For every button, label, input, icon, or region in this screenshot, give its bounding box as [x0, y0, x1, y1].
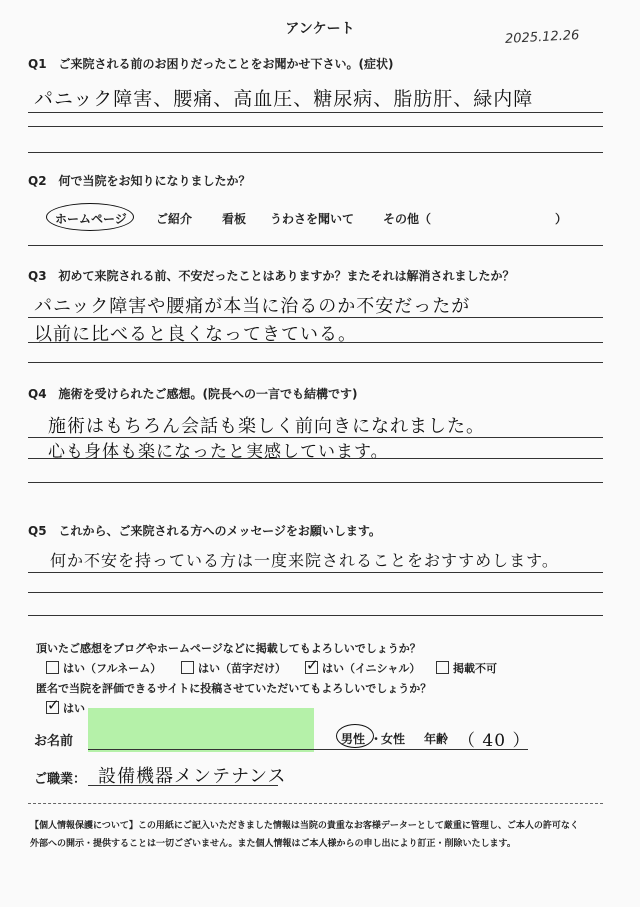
privacy-divider — [28, 803, 603, 804]
q1-answer-line-3 — [28, 152, 603, 153]
age-label: 年齢 — [424, 732, 449, 746]
name-label: お名前 — [34, 734, 74, 749]
gender-separator: ・ — [370, 732, 383, 746]
q5-answer: 何か不安を持っている方は一度来院されることをおすすめします。 — [50, 551, 559, 570]
q2-option-referral[interactable]: ご紹介 — [156, 212, 193, 226]
q2-option-homepage[interactable]: ホームページ — [55, 212, 127, 226]
consent-review-yes-label: はい — [63, 702, 85, 715]
consent-option-fullname-label: はい（フルネーム） — [63, 662, 162, 675]
handwritten-date: 2025.12.26 — [504, 28, 580, 47]
q3-answer-line-1: パニック障害や腰痛が本当に治るのか不安だったが — [34, 296, 471, 317]
consent-publish-label: 頂いたご感想をブログやホームページなどに掲載してもよろしいでしょうか？ — [36, 642, 421, 655]
privacy-notice-line-2: 外部への開示・提供することは一切ございません。また個人情報はご本人様からの申し出により訂正・削除いたします。 — [30, 839, 516, 849]
q2-option-other-close: ） — [555, 212, 568, 226]
age-value: （ 40 ） — [458, 731, 531, 751]
q4-answer-rule-2 — [28, 458, 603, 459]
q1-answer-line-2 — [28, 126, 603, 127]
q4-answer-rule-3 — [28, 482, 603, 483]
q4-label: Q4 施術を受けられたご感想。(院長への一言でも結構です) — [28, 387, 358, 401]
q1-label: Q1 ご来院される前のお困りだったことをお聞かせ下さい。(症状) — [28, 57, 394, 71]
q5-answer-rule-2 — [28, 592, 603, 593]
q2-option-other[interactable]: その他（ — [383, 212, 432, 226]
redacted-name — [88, 708, 314, 752]
consent-option-surname-label: はい（苗字だけ） — [198, 662, 286, 675]
q1-answer-line-1 — [28, 112, 603, 113]
consent-option-no-publish-label: 掲載不可 — [453, 662, 497, 675]
consent-review-yes[interactable] — [46, 700, 85, 716]
consent-option-surname[interactable] — [181, 660, 286, 676]
q2-option-signboard[interactable]: 看板 — [222, 212, 247, 226]
gender-female[interactable]: 女性 — [381, 732, 406, 746]
checkbox-no-publish[interactable] — [436, 661, 449, 674]
occupation-value: 設備機器メンテナンス — [98, 766, 287, 787]
q4-answer-line-1: 施術はもちろん会話も楽しく前向きになれました。 — [48, 416, 485, 437]
privacy-notice-line-1: 【個人情報保護について】この用紙にご記入いただきました情報は当院の貴重なお客様データーとして厳重に管理し、ご本人の許可なく — [30, 821, 579, 831]
q4-answer-line-2: 心も身体も楽になったと実感しています。 — [48, 442, 389, 462]
q5-answer-rule-1 — [28, 572, 603, 573]
checkbox-initials[interactable] — [305, 661, 318, 674]
q2-divider — [28, 245, 603, 246]
consent-option-initials-label: はい（イニシャル） — [322, 662, 421, 675]
q3-answer-rule-3 — [28, 362, 603, 363]
occupation-underline — [88, 785, 278, 786]
checkbox-review-yes[interactable] — [46, 701, 59, 714]
checkbox-surname[interactable] — [181, 661, 194, 674]
consent-option-initials[interactable] — [305, 660, 420, 676]
q3-answer-rule-1 — [28, 317, 603, 318]
consent-option-no-publish[interactable] — [436, 660, 497, 676]
q5-label: Q5 これから、ご来院される方へのメッセージをお願いします。 — [28, 524, 381, 538]
q3-answer-line-2: 以前に比べると良くなってきている。 — [34, 324, 357, 345]
q2-option-rumor[interactable]: うわさを聞いて — [270, 212, 355, 226]
q3-answer-rule-2 — [28, 342, 603, 343]
consent-option-fullname[interactable] — [46, 660, 161, 676]
q1-answer: パニック障害、腰痛、高血圧、糖尿病、脂肪肝、緑内障 — [34, 88, 534, 110]
gender-male[interactable]: 男性 — [341, 732, 366, 746]
checkbox-fullname[interactable] — [46, 661, 59, 674]
q2-label: Q2 何で当院をお知りになりましたか？ — [28, 174, 251, 188]
q3-label: Q3 初めて来院される前、不安だったことはありますか？またそれは解消されましたか？ — [28, 269, 515, 283]
q5-answer-rule-3 — [28, 615, 603, 616]
form-title: アンケート — [285, 21, 355, 37]
consent-review-label: 匿名で当院を評価できるサイトに投稿させていただいてもよろしいでしょうか？ — [36, 682, 432, 695]
occupation-label: ご職業： — [34, 772, 87, 787]
